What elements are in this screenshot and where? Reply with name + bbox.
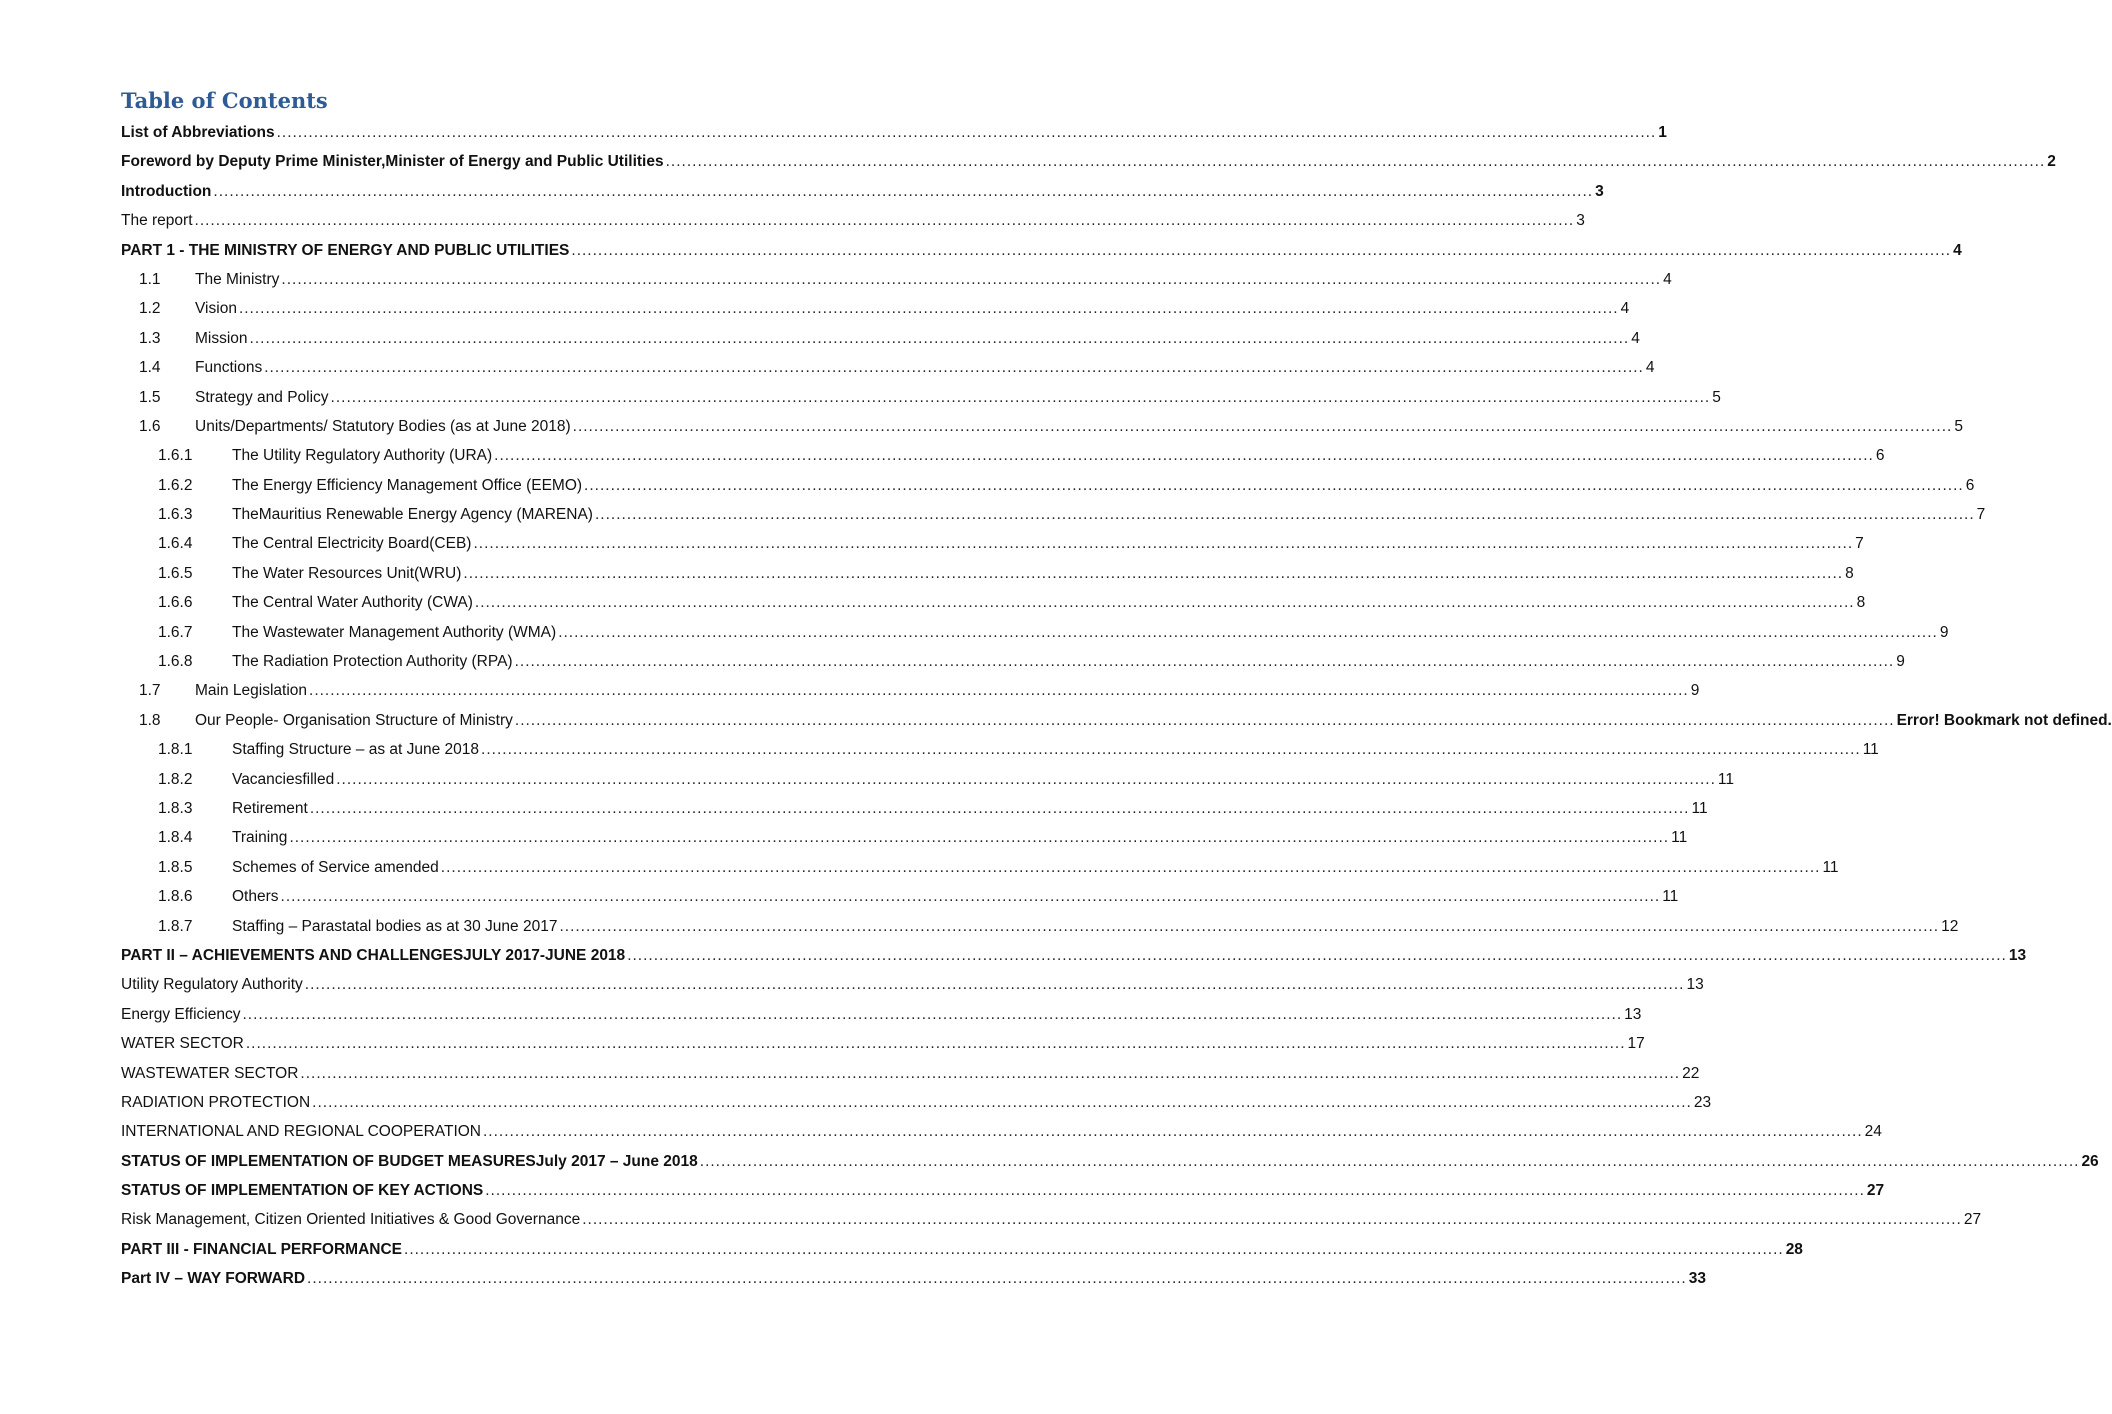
toc-entry-title: PART II – ACHIEVEMENTS AND CHALLENGESJULY 2017-JUNE 2018 [121,946,626,964]
toc-entry[interactable] [121,500,1986,529]
toc-entry-title: PART 1 - THE MINISTRY OF ENERGY AND PUBLIC UTILITIES [121,241,570,259]
toc-dot-leader [281,265,1661,294]
toc-page-number: 11 [1671,829,1688,847]
toc-dot-leader [331,383,1711,412]
toc-entry-title: The Central Electricity Board(CEB) [232,535,472,553]
toc-entry-number: 1.7 [139,682,161,700]
toc-entry-number: 1.8.2 [158,770,193,788]
toc-entry-title: Main Legislation [195,682,308,700]
toc-dot-leader [515,706,1895,735]
toc-entry-title: The Ministry [195,270,280,288]
toc-entry[interactable] [121,1264,1706,1293]
toc-page-number: 5 [1712,388,1721,406]
toc-dot-leader [481,735,1861,764]
toc-dot-leader [307,1264,1687,1293]
toc-page-number: 5 [1954,417,1963,435]
toc-page-number: 33 [1688,1270,1706,1288]
toc-entry[interactable] [121,441,1885,470]
toc-dot-leader [277,118,1657,147]
toc-dot-leader [246,1029,1626,1058]
toc-entry-title: TheMauritius Renewable Energy Agency (MARENA) [232,506,593,524]
toc-page-number: 3 [1576,212,1585,230]
toc-dot-leader [473,529,1853,558]
toc-entry[interactable] [121,265,1672,294]
toc-entry-title: The Energy Efficiency Management Office (EEMO) [232,476,583,494]
toc-dot-leader [441,853,1821,882]
toc-entry-number: 1.8.4 [158,829,193,847]
toc-entry-number: 1.6.6 [158,594,193,612]
toc-entry-title: Training [232,829,288,847]
toc-page-number: 11 [1822,858,1839,876]
toc-page-number: 28 [1785,1240,1803,1258]
toc-entry[interactable] [121,853,1839,882]
toc-entry-title: INTERNATIONAL AND REGIONAL COOPERATION [121,1123,481,1141]
toc-page-number: 9 [1690,682,1700,700]
toc-page-number: 23 [1693,1093,1712,1111]
toc-page-number: 17 [1627,1035,1645,1053]
toc-dot-leader [700,1147,2080,1176]
toc-entry-title: Introduction [121,182,212,200]
toc-entry-number: 1.4 [139,359,161,377]
toc-page-number: 6 [1965,476,1975,494]
toc-entry-title: Vision [195,300,237,318]
toc-dot-leader [584,471,1964,500]
toc-entry-number: 1.6.2 [158,476,193,494]
toc-entry-number: 1.6.7 [158,623,193,641]
toc-dot-leader [300,1059,1680,1088]
toc-entry[interactable] [121,147,2056,176]
toc-dot-leader [595,500,1975,529]
toc-entry-number: 1.6.8 [158,653,193,671]
toc-dot-leader [666,147,2046,176]
toc-page-number: 11 [1691,799,1708,817]
toc-dot-leader [305,970,1685,999]
toc-entry-title: The Utility Regulatory Authority (URA) [232,447,493,465]
toc-entry-title: Utility Regulatory Authority [121,976,303,994]
toc-entry-title: List of Abbreviations [121,124,275,141]
toc-page-number: 6 [1875,447,1885,465]
toc-entry-title: Staffing – Parastatal bodies as at 30 June 2017 [232,917,558,935]
toc-entry[interactable] [121,559,1854,588]
toc-dot-leader [463,559,1843,588]
toc-entry-title: Schemes of Service amended [232,858,439,876]
toc-entry[interactable] [121,676,1700,705]
toc-dot-leader [582,1205,1962,1234]
toc-entry-title: WATER SECTOR [121,1035,244,1053]
toc-page-number: 27 [1963,1211,1982,1229]
toc-entry-number: 1.8.7 [158,917,193,935]
toc-dot-leader [627,941,2007,970]
toc-entry-title: Vacanciesfilled [232,770,335,788]
toc-dot-leader [475,588,1855,617]
toc-title: Table of Contents [121,88,328,113]
toc-entry[interactable] [121,794,1708,823]
toc-entry[interactable] [121,1176,1885,1205]
toc-page-number: 11 [1862,741,1879,759]
toc-entry[interactable] [121,823,1688,852]
toc-page-number: 11 [1662,888,1679,906]
toc-dot-leader [195,206,1575,235]
toc-dot-leader [242,1000,1622,1029]
toc-dot-leader [573,412,1953,441]
toc-dot-leader [239,294,1619,323]
toc-page-number: 24 [1864,1123,1882,1141]
toc-dot-leader [404,1235,1784,1264]
toc-entry[interactable] [121,1235,1803,1264]
toc-entry-title: Strategy and Policy [195,388,329,406]
toc-entry[interactable] [121,1147,2099,1176]
toc-entry[interactable] [121,353,1655,382]
toc-dot-leader [559,912,1939,941]
toc-entry-number: 1.1 [139,270,161,288]
toc-entry-title: Our People- Organisation Structure of Ministry [195,711,513,729]
toc-entry[interactable] [121,294,1630,323]
toc-page-number: 4 [1631,329,1640,347]
toc-page-number: 2 [2047,153,2056,171]
toc-entry[interactable] [121,1205,1982,1234]
toc-page-number: 4 [1953,241,1962,259]
toc-entry[interactable] [121,588,1866,617]
toc-entry[interactable] [121,118,1667,147]
toc-page-number: 13 [2008,946,2027,964]
toc-entry-title: RADIATION PROTECTION [121,1093,311,1111]
toc-page-number: 8 [1845,564,1854,582]
toc-dot-leader [485,1176,1865,1205]
toc-entry[interactable] [121,765,1735,794]
toc-entry[interactable] [121,882,1679,911]
toc-entry-title: The Wastewater Management Authority (WMA) [232,623,557,641]
toc-page-number: 4 [1620,300,1630,318]
toc-page-number: 13 [1624,1005,1642,1023]
toc-entry-title: The Central Water Authority (CWA) [232,594,473,612]
toc-entry[interactable] [121,706,2112,735]
toc-entry[interactable] [121,912,1959,941]
toc-entry-number: 1.6.1 [158,447,193,465]
toc-entry-title: Foreword by Deputy Prime Minister,Minister of Energy and Public Utilities [121,153,664,171]
toc-bookmark-error: Error! Bookmark not defined. [1896,711,2112,729]
toc-page-number: 9 [1896,653,1905,671]
toc-list [121,118,2112,1294]
toc-page-number: 7 [1976,506,1986,524]
toc-entry[interactable] [121,177,1604,206]
toc-entry[interactable] [121,941,2027,970]
toc-entry-title: The Radiation Protection Authority (RPA) [232,653,513,671]
toc-entry-number: 1.8.6 [158,888,193,906]
toc-entry-title: The report [121,212,193,230]
toc-entry[interactable] [121,206,1585,235]
toc-entry[interactable] [121,618,1949,647]
toc-entry-title: Units/Departments/ Statutory Bodies (as at June 2018) [195,417,571,435]
toc-entry-title: Part IV – WAY FORWARD [121,1270,306,1288]
toc-entry-title: STATUS OF IMPLEMENTATION OF BUDGET MEASURESJuly 2017 – June 2018 [121,1152,698,1170]
toc-dot-leader [289,823,1669,852]
toc-page-number: 7 [1855,535,1864,553]
toc-dot-leader [571,236,1951,265]
toc-page-number: 4 [1645,359,1655,377]
toc-dot-leader [515,647,1895,676]
toc-entry[interactable] [121,1088,1712,1117]
toc-page-number: 13 [1686,976,1704,994]
toc-entry-title: PART III - FINANCIAL PERFORMANCE [121,1240,403,1258]
toc-entry[interactable] [121,324,1640,353]
toc-entry-title: The Water Resources Unit(WRU) [232,564,462,582]
toc-entry-number: 1.8.1 [158,741,193,759]
toc-page-number: 4 [1663,270,1672,288]
toc-dot-leader [250,324,1630,353]
toc-entry-number: 1.6.3 [158,506,193,524]
toc-entry[interactable] [121,647,1905,676]
toc-entry[interactable] [121,412,1963,441]
toc-entry-number: 1.6 [139,417,161,435]
toc-dot-leader [312,1088,1692,1117]
toc-page-number: 1 [1658,124,1667,141]
toc-dot-leader [213,177,1593,206]
toc-entry[interactable] [121,970,1704,999]
toc-dot-leader [310,794,1690,823]
toc-entry-title: WASTEWATER SECTOR [121,1064,299,1082]
toc-entry[interactable] [121,471,1975,500]
toc-dot-leader [483,1117,1863,1146]
toc-entry[interactable] [121,236,1962,265]
toc-entry-number: 1.3 [139,329,161,347]
toc-entry-title: Functions [195,359,263,377]
toc-dot-leader [281,882,1661,911]
toc-page-number: 9 [1939,623,1949,641]
toc-entry-number: 1.8.5 [158,858,193,876]
toc-page-number: 11 [1717,770,1735,788]
toc-entry-number: 1.6.5 [158,564,193,582]
toc-entry-title: Staffing Structure – as at June 2018 [232,741,480,759]
toc-entry-title: STATUS OF IMPLEMENTATION OF KEY ACTIONS [121,1182,484,1200]
toc-entry-title: Retirement [232,799,308,817]
toc-entry[interactable] [121,1059,1700,1088]
toc-entry[interactable] [121,529,1864,558]
toc-entry[interactable] [121,383,1721,412]
toc-entry-number: 1.6.4 [158,535,193,553]
toc-entry[interactable] [121,1000,1642,1029]
toc-entry[interactable] [121,1117,1882,1146]
toc-page-number: 12 [1941,917,1959,935]
toc-entry-title: Others [232,888,279,906]
toc-page-number: 22 [1682,1064,1700,1082]
toc-entry[interactable] [121,1029,1645,1058]
toc-entry-number: 1.8.3 [158,799,193,817]
toc-entry-number: 1.5 [139,388,161,406]
toc-dot-leader [336,765,1716,794]
toc-entry-title: Energy Efficiency [121,1005,241,1023]
toc-page-number: 27 [1866,1182,1885,1200]
toc-page-number: 8 [1856,594,1866,612]
toc-page-number: 26 [2081,1152,2099,1170]
toc-entry-title: Mission [195,329,248,347]
toc-entry-number: 1.2 [139,300,161,318]
toc-dot-leader [494,441,1874,470]
toc-dot-leader [309,676,1689,705]
toc-dot-leader [264,353,1644,382]
toc-entry[interactable] [121,735,1879,764]
toc-entry-number: 1.8 [139,711,161,729]
toc-page-number: 3 [1595,182,1604,200]
toc-dot-leader [558,618,1938,647]
toc-entry-title: Risk Management, Citizen Oriented Initiatives & Good Governance [121,1211,581,1229]
